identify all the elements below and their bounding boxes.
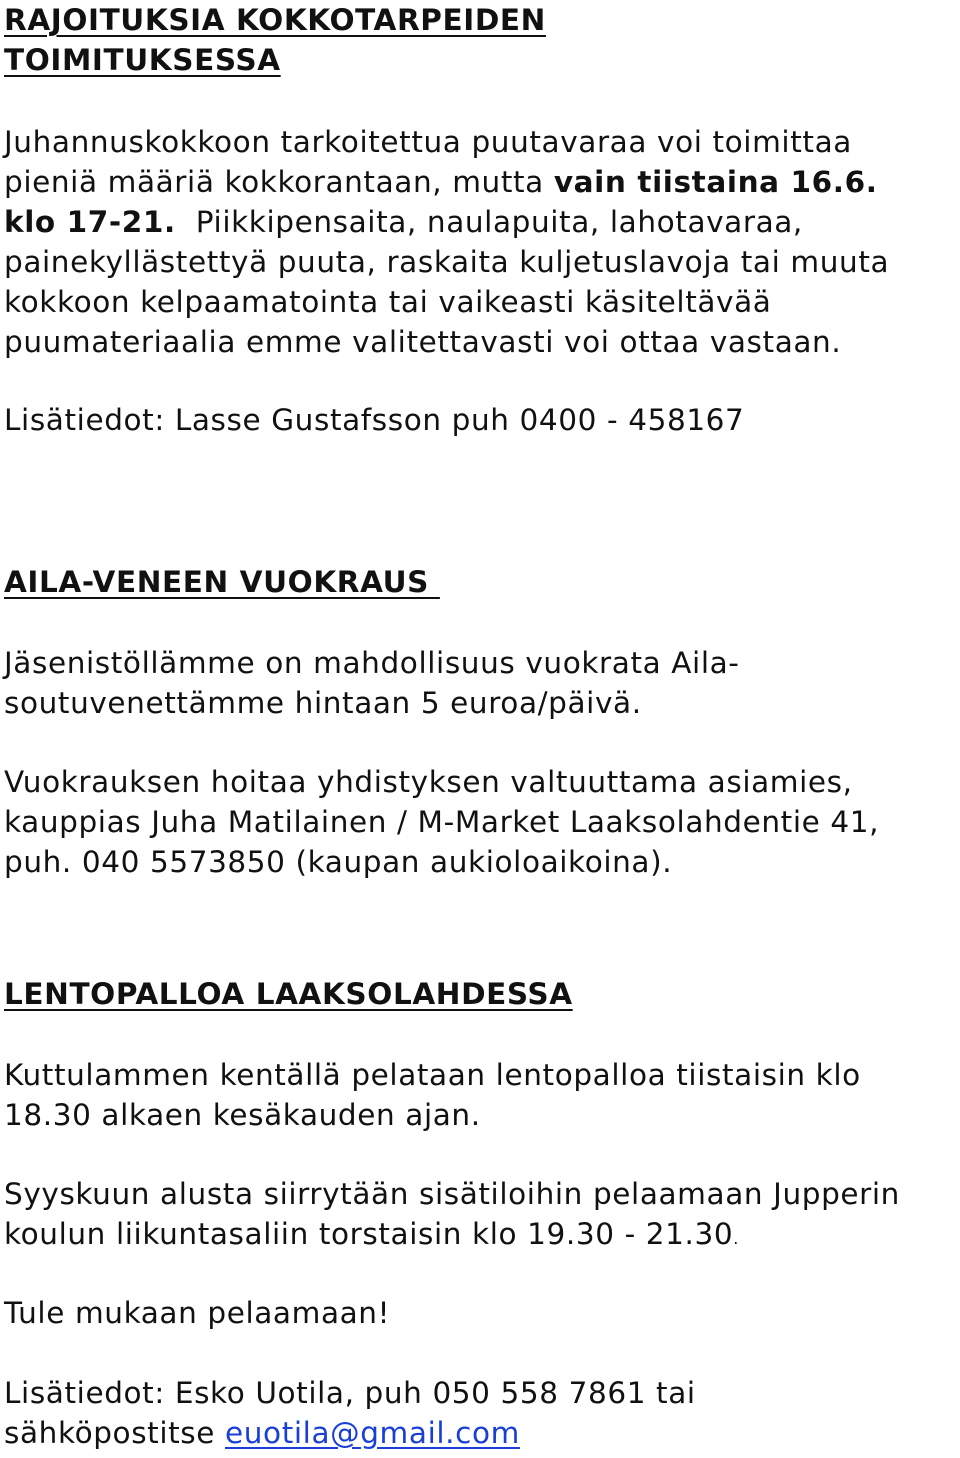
- section3-call-to-action: [4, 1293, 960, 1333]
- paragraph-line: Jäsenistöllämme on mahdollisuus vuokrata Aila-: [4, 646, 740, 680]
- paragraph-line: painekyllästettyä puuta, raskaita kuljetuslavoja tai muuta: [4, 245, 890, 279]
- section2-paragraph-2: [4, 762, 960, 882]
- paragraph-line: puh. 040 5573850 (kaupan aukioloaikoina).: [4, 845, 673, 879]
- section3-contact-info: [4, 1373, 960, 1453]
- section3-paragraph-2: [4, 1174, 960, 1259]
- contact-text: sähköpostitse: [4, 1416, 225, 1450]
- paragraph-text: pieniä määriä kokkorantaan, mutta: [4, 165, 554, 199]
- paragraph-line: kokkoon kelpaamatointa tai vaikeasti käsiteltävää: [4, 285, 772, 319]
- paragraph-line: Vuokrauksen hoitaa yhdistyksen valtuuttama asiamies,: [4, 765, 853, 799]
- paragraph-line: Syyskuun alusta siirrytään sisätiloihin pelaamaan Jupperin: [4, 1177, 900, 1211]
- heading-line: TOIMITUKSESSA: [4, 43, 281, 77]
- section1-heading: [4, 0, 960, 80]
- period: .: [733, 1229, 739, 1248]
- section2-paragraph-1: [4, 643, 960, 723]
- paragraph-line: soutuvenettämme hintaan 5 euroa/päivä.: [4, 686, 642, 720]
- contact-line: Lisätiedot: Lasse Gustafsson puh 0400 - 458167: [4, 403, 745, 437]
- section3-heading: [4, 974, 960, 1014]
- paragraph-line: Kuttulammen kentällä pelataan lentopalloa tiistaisin klo: [4, 1058, 861, 1092]
- paragraph-line: kauppias Juha Matilainen / M-Market Laaksolahdentie 41,: [4, 805, 880, 839]
- paragraph-text: Piikkipensaita, naulapuita, lahotavaraa,: [175, 205, 803, 239]
- heading-line: AILA-VENEEN VUOKRAUS: [4, 565, 440, 599]
- section1-paragraph: [4, 122, 960, 362]
- heading-line: RAJOITUKSIA KOKKOTARPEIDEN: [4, 3, 546, 37]
- contact-line: [4, 1413, 960, 1453]
- paragraph-line: 18.30 alkaen kesäkauden ajan.: [4, 1098, 481, 1132]
- contact-line: Lisätiedot: Esko Uotila, puh 050 558 7861 tai: [4, 1376, 696, 1410]
- highlight-date: vain tiistaina 16.6.: [553, 165, 878, 199]
- section2-heading: [4, 562, 960, 602]
- highlight-time: klo 17-21.: [4, 205, 176, 239]
- paragraph-line: Juhannuskokkoon tarkoitettua puutavaraa voi toimittaa: [4, 125, 852, 159]
- section3-paragraph-1: [4, 1055, 960, 1135]
- paragraph-line: [4, 162, 960, 202]
- paragraph-line: Tule mukaan pelaamaan!: [4, 1296, 391, 1330]
- paragraph-text: koulun liikuntasaliin torstaisin klo 19.30 - 21.30: [4, 1217, 734, 1251]
- heading-line: LENTOPALLOA LAAKSOLAHDESSA: [4, 977, 573, 1011]
- paragraph-line: [4, 202, 960, 242]
- paragraph-line: [4, 1214, 960, 1259]
- paragraph-line: puumateriaalia emme valitettavasti voi ottaa vastaan.: [4, 325, 842, 359]
- section1-contact-info: [4, 400, 960, 440]
- email-link[interactable]: euotila@gmail.com: [225, 1416, 520, 1450]
